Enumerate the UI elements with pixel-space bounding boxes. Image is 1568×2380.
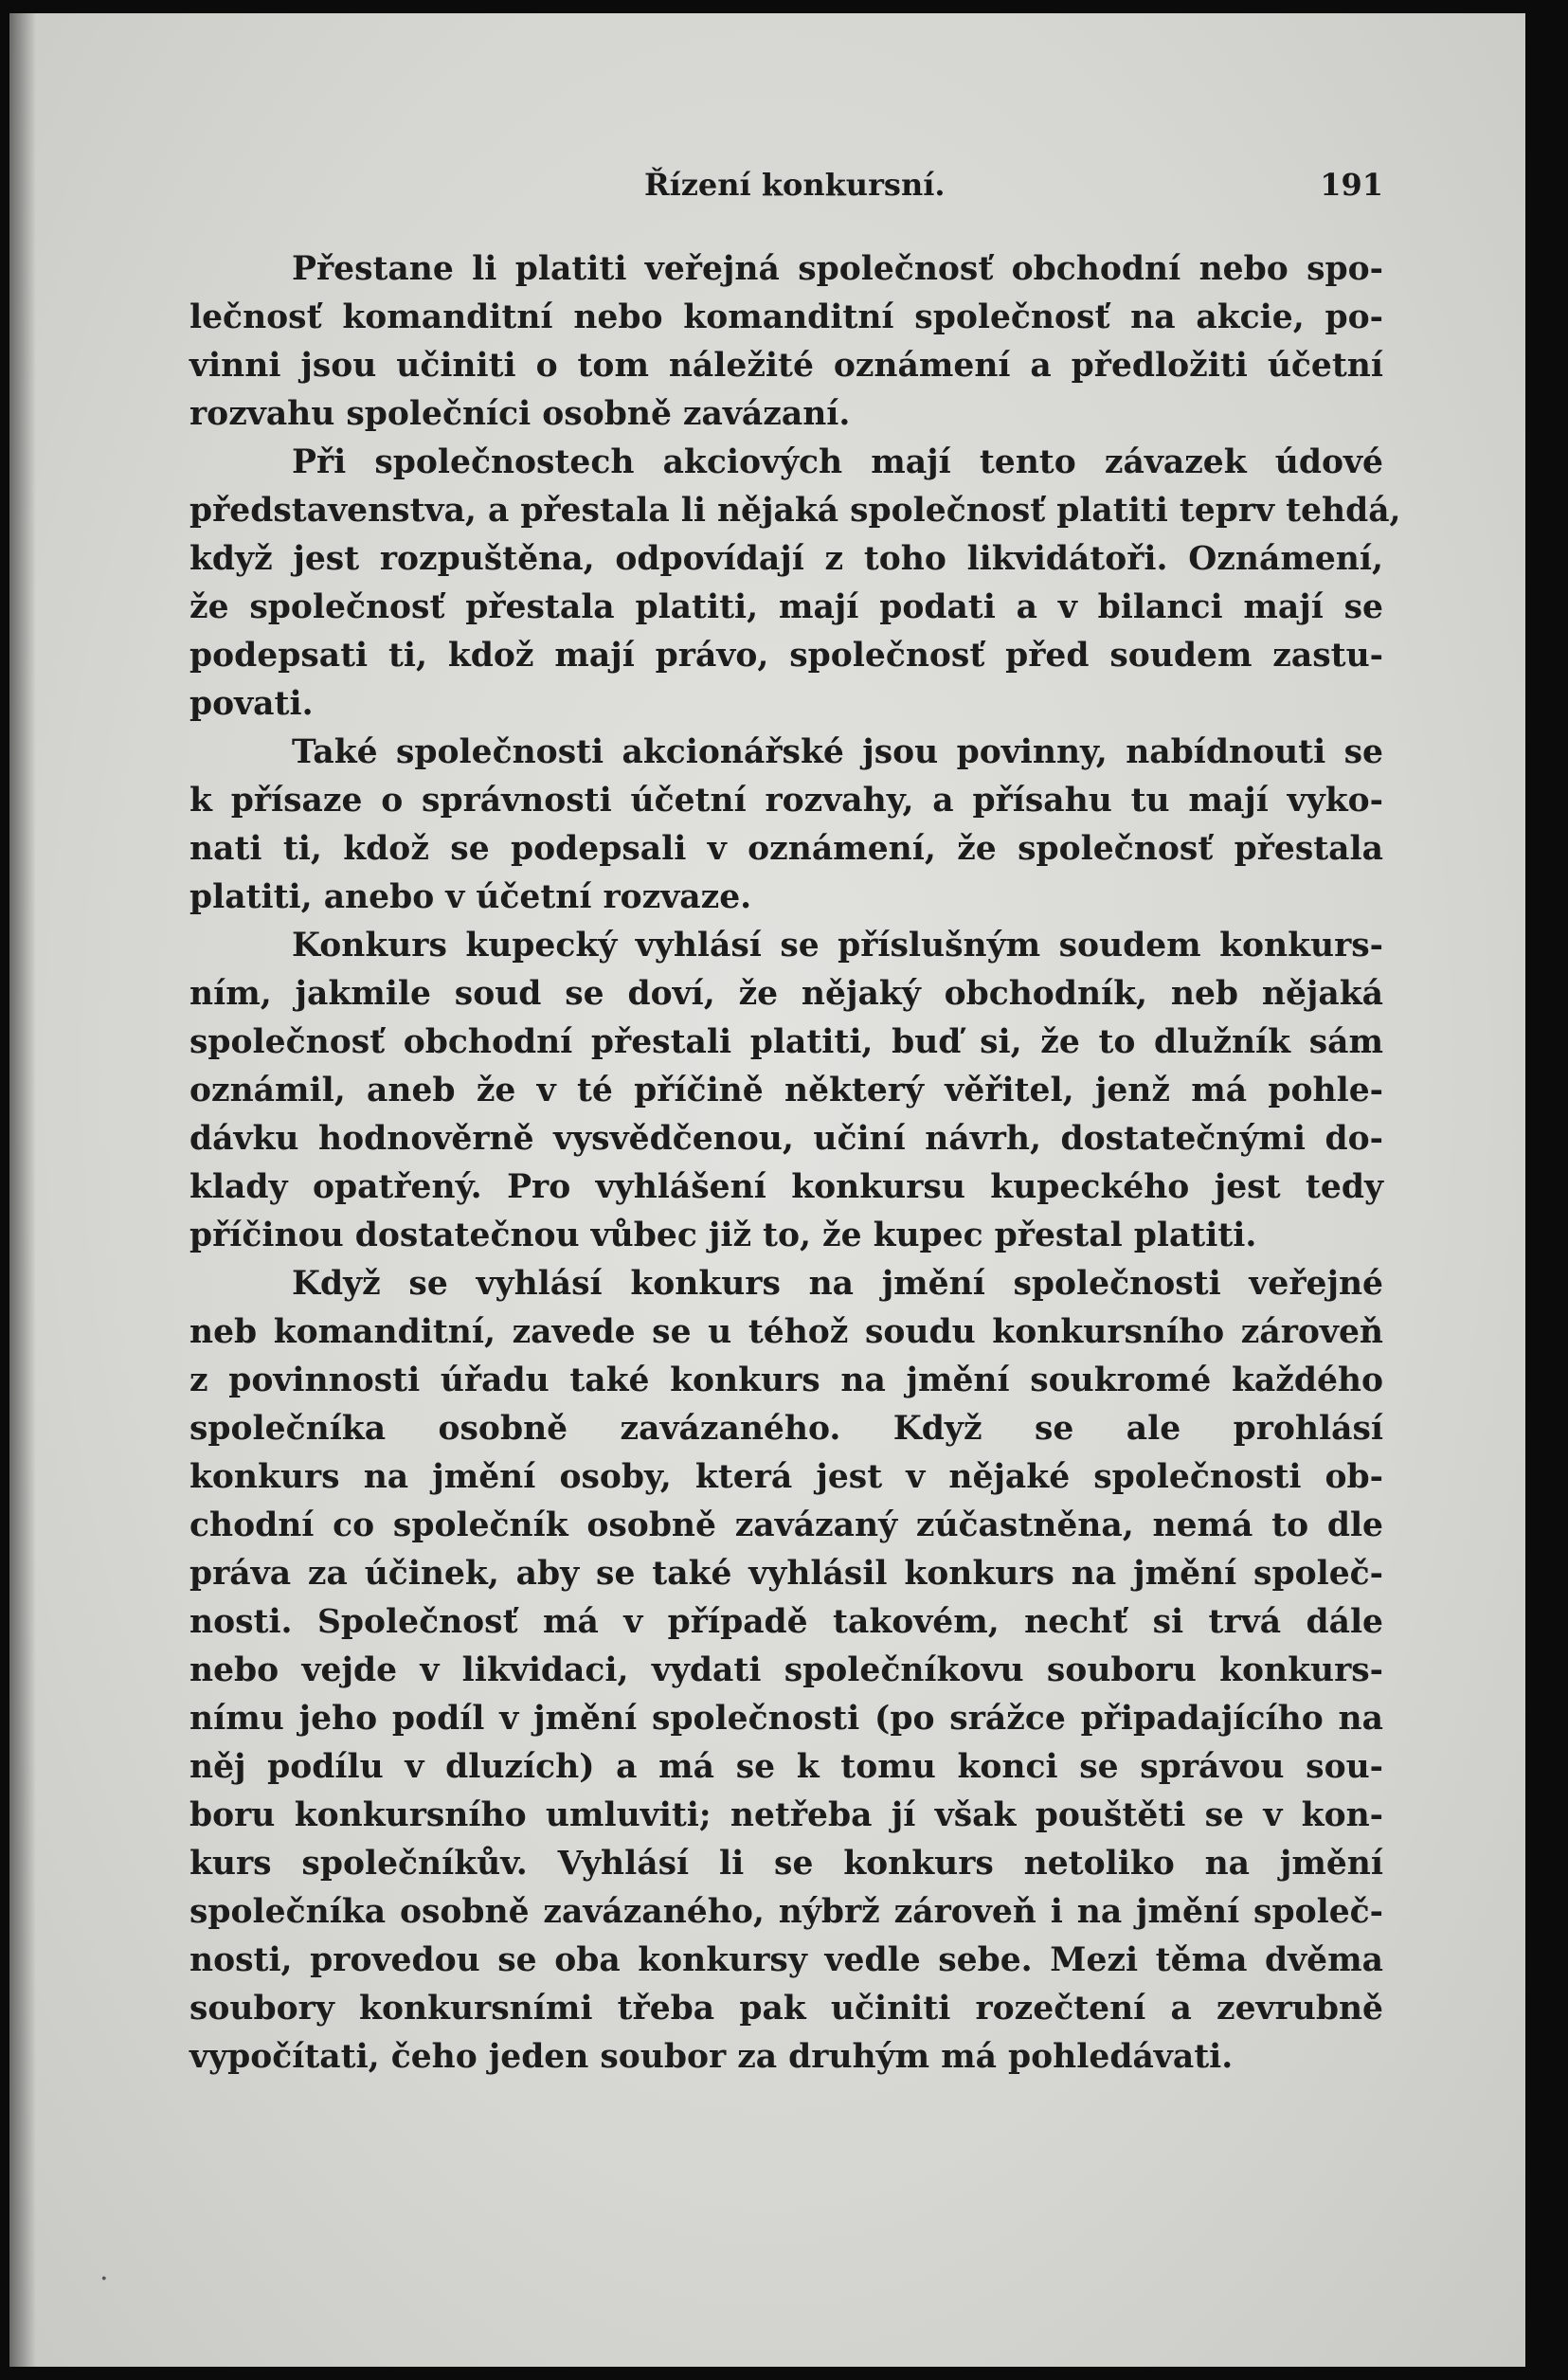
text-line: společnosť obchodní přestali platiti, buď si, že to dlužník sám (189, 1023, 1383, 1061)
running-header (189, 167, 1383, 208)
text-line: představenstva, a přestala li nějaká společnosť platiti teprv tehdá, (189, 492, 1401, 530)
text-line: ním, jakmile soud se doví, že nějaký obchodník, neb nějaká (189, 975, 1383, 1013)
text-line: společníka osobně zavázaného, nýbrž zároveň i na jmění společ- (189, 1893, 1383, 1931)
text-line: práva za účinek, aby se také vyhlásil konkurs na jmění společ- (189, 1555, 1383, 1593)
page-number: 191 (1320, 167, 1383, 203)
text-line: nati ti, kdož se podepsali v oznámení, že společnosť přestala (189, 830, 1383, 868)
text-line: Při společnostech akciových mají tento závazek údové (292, 443, 1383, 481)
text-line: vinni jsou učiniti o tom náležité oznámení a předložiti účetní (189, 347, 1383, 385)
text-line: něj podílu v dluzích) a má se k tomu konci se správou sou- (189, 1748, 1383, 1786)
text-line: konkurs na jmění osoby, která jest v nějaké společnosti ob- (189, 1458, 1383, 1496)
paragraph (189, 922, 1383, 1260)
running-title: Řízení konkursní. (644, 167, 946, 203)
text-line: chodní co společník osobně zavázaný zúčastněna, nemá to dle (189, 1506, 1383, 1544)
text-line: podepsati ti, kdož mají právo, společnosť před soudem zastu- (189, 637, 1383, 675)
text-line: Přestane li platiti veřejná společnosť obchodní nebo spo- (292, 250, 1383, 288)
text-line: oznámil, aneb že v té příčině některý věřitel, jenž má pohle- (189, 1072, 1383, 1109)
text-line: když jest rozpuštěna, odpovídají z toho likvidátoři. Oznámení, (189, 540, 1383, 578)
text-line: k přísaze o správnosti účetní rozvahy, a přísahu tu mají vyko- (189, 782, 1383, 820)
text-line: nebo vejde v likvidaci, vydati společníkovu souboru konkurs- (189, 1651, 1383, 1689)
text-line: neb komanditní, zavede se u téhož soudu konkursního zároveň (189, 1313, 1383, 1351)
text-line: nosti, provedou se oba konkursy vedle sebe. Mezi těma dvěma (189, 1941, 1383, 1979)
margin-mark: . (99, 2254, 109, 2287)
text-line: lečnosť komanditní nebo komanditní společnosť na akcie, po- (189, 298, 1383, 336)
paragraph (189, 439, 1401, 729)
text-line: z povinnosti úřadu také konkurs na jmění soukromé každého (189, 1361, 1383, 1399)
text-line: Také společnosti akcionářské jsou povinny, nabídnouti se (292, 733, 1383, 771)
paragraph (189, 245, 1383, 439)
text-line: nímu jeho podíl v jmění společnosti (po srážce připadajícího na (189, 1700, 1383, 1738)
paragraph (189, 1260, 1383, 2082)
text-line: vypočítati, čeho jeden soubor za druhým má pohledávati. (189, 2038, 1234, 2076)
text-line: klady opatřený. Pro vyhlášení konkursu kupeckého jest tedy (189, 1168, 1383, 1206)
text-line: povati. (189, 685, 314, 723)
text-line: společníka osobně zavázaného. Když se ale prohlásí (189, 1410, 1383, 1448)
body-text (189, 245, 1401, 2082)
text-line: Když se vyhlásí konkurs na jmění společnosti veřejné (292, 1265, 1383, 1303)
text-line: že společnosť přestala platiti, mají podati a v bilanci mají se (189, 588, 1383, 626)
text-line: příčinou dostatečnou vůbec již to, že kupec přestal platiti. (189, 1217, 1257, 1254)
scanned-page (9, 13, 1525, 2367)
text-line: platiti, anebo v účetní rozvaze. (189, 878, 752, 916)
paragraph (189, 729, 1383, 922)
text-line: rozvahu společníci osobně zavázaní. (189, 395, 851, 433)
text-line: kurs společníkův. Vyhlásí li se konkurs netoliko na jmění (189, 1845, 1383, 1883)
text-line: boru konkursního umluviti; netřeba jí však pouštěti se v kon- (189, 1796, 1383, 1834)
text-line: nosti. Společnosť má v případě takovém, nechť si trvá dále (189, 1603, 1383, 1641)
text-line: soubory konkursními třeba pak učiniti rozečtení a zevrubně (189, 1990, 1383, 2028)
text-line: Konkurs kupecký vyhlásí se příslušným soudem konkurs- (292, 927, 1383, 965)
text-line: dávku hodnověrně vysvědčenou, učiní návrh, dostatečnými do- (189, 1120, 1383, 1158)
page-edge-shadow (9, 13, 36, 2367)
